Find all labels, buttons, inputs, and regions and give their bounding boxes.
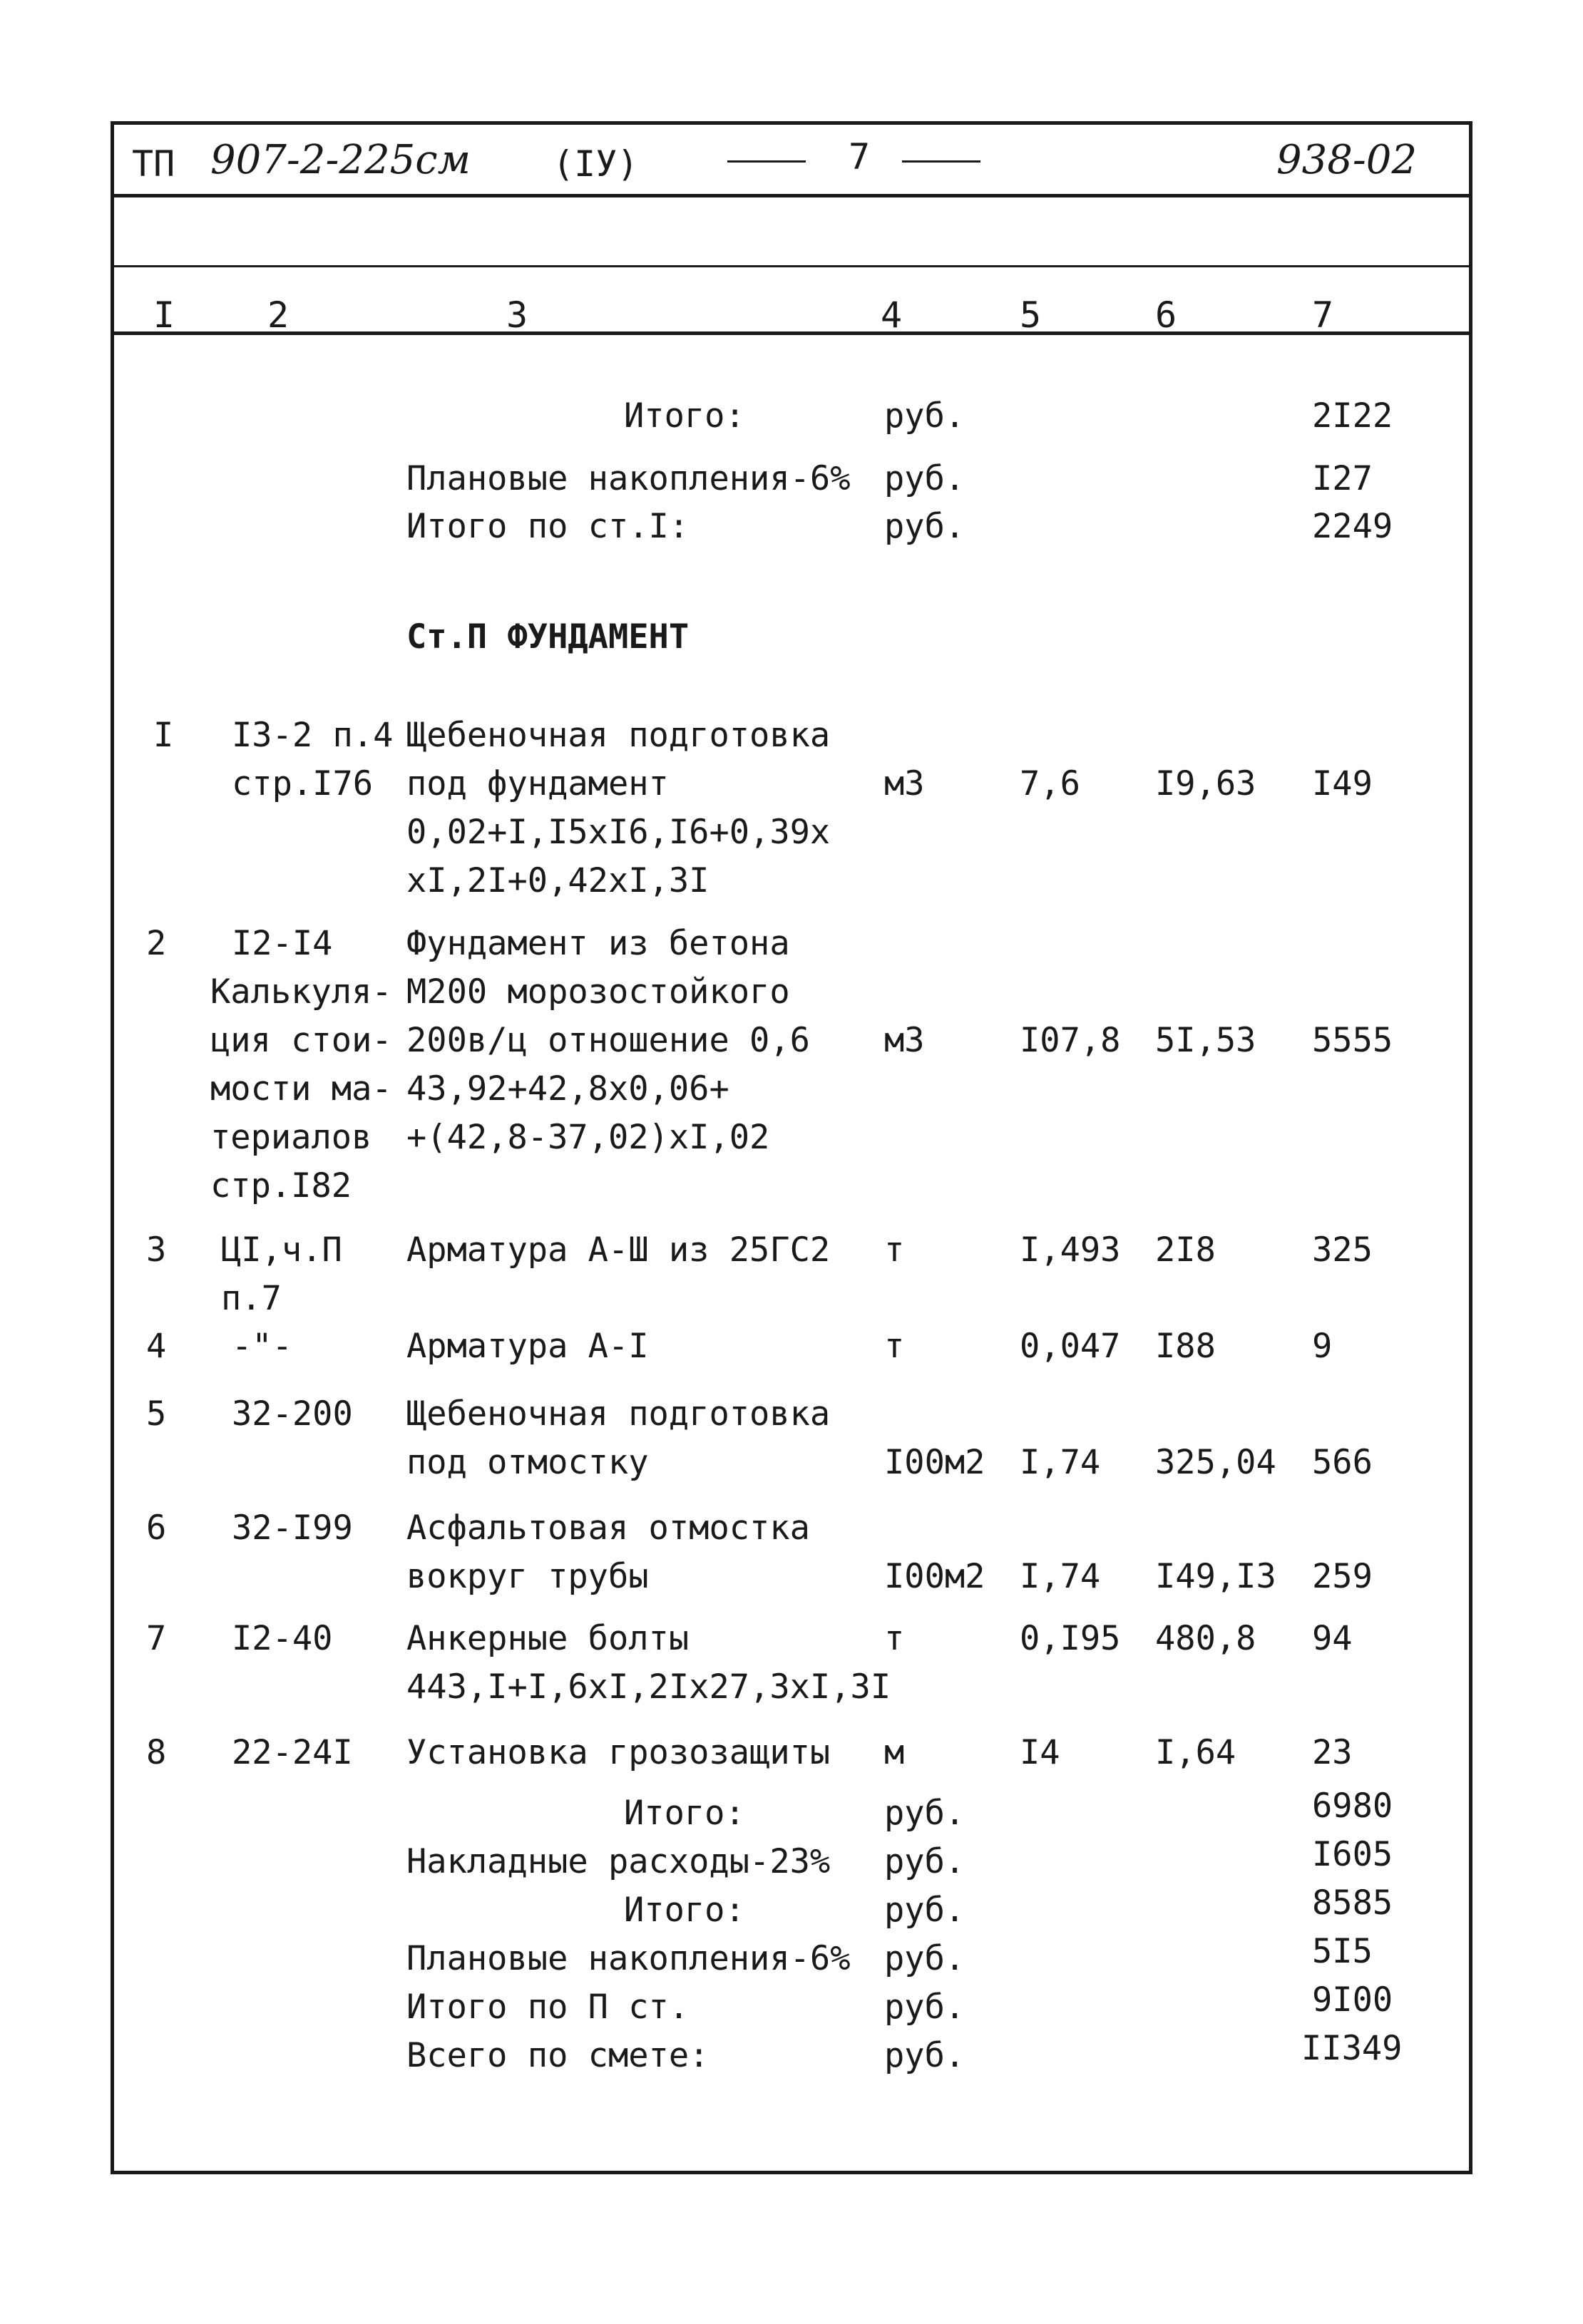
summary-total: I27 [1312, 459, 1373, 498]
summary-label: Итого по ст.I: [406, 507, 690, 546]
row-ref: 32-200 [232, 1394, 353, 1434]
row-unit: I00м2 [884, 1443, 985, 1482]
doc-id: 938-02 [1276, 137, 1418, 183]
row-price: 2I8 [1155, 1230, 1216, 1270]
section-title: Ст.П ФУНДАМЕНТ [406, 617, 690, 657]
row-ref: стр.I82 [210, 1166, 352, 1205]
row-ref: мости ма- [210, 1069, 392, 1109]
row-qty: I07,8 [1020, 1021, 1121, 1060]
summary-label: Всего по смете: [406, 2036, 709, 2075]
row-ref: териалов [210, 1118, 372, 1157]
summary-unit: руб. [884, 507, 965, 546]
row-unit: м3 [884, 764, 925, 803]
row-desc: Установка грозозащиты [406, 1733, 831, 1772]
row-ref: I3-2 п.4 [232, 716, 394, 755]
row-desc: под фундамент [406, 764, 669, 803]
row-number: 3 [146, 1230, 167, 1270]
col-num-6: 6 [1155, 294, 1177, 336]
row-desc: 200в/ц отношение 0,6 [406, 1021, 810, 1060]
row-price: I88 [1155, 1327, 1216, 1366]
row-desc: 443,I+I,6xI,2Ix27,3xI,3I [406, 1667, 891, 1707]
doc-volume: (IУ) [553, 143, 639, 185]
row-unit: м [884, 1733, 905, 1772]
summary-total: 5I5 [1312, 1932, 1373, 1971]
row-total: 5555 [1312, 1021, 1393, 1060]
row-unit: т [884, 1230, 905, 1270]
summary-label: Плановые накопления-6% [406, 1939, 851, 1978]
row-number: 5 [146, 1394, 167, 1434]
col-num-5: 5 [1020, 294, 1042, 336]
row-ref: -"- [232, 1327, 292, 1366]
row-price: I49,I3 [1155, 1557, 1276, 1596]
row-desc: Анкерные болты [406, 1619, 690, 1658]
row-number: 2 [146, 924, 167, 963]
col-num-2: 2 [267, 294, 290, 336]
summary-unit: руб. [884, 2036, 965, 2075]
row-desc: Арматура А-Ш из 25ГС2 [406, 1230, 831, 1270]
row-desc: +(42,8-37,02)xI,02 [406, 1118, 770, 1157]
col-num-4: 4 [881, 294, 903, 336]
summary-unit: руб. [884, 459, 965, 498]
row-ref: п.7 [221, 1279, 282, 1318]
row-total: I49 [1312, 764, 1373, 803]
doc-code: 907-2-225см [210, 137, 471, 183]
row-number: I [153, 716, 174, 755]
header-rule [111, 194, 1472, 197]
summary-total: 2249 [1312, 507, 1393, 546]
row-number: 8 [146, 1733, 167, 1772]
row-number: 4 [146, 1327, 167, 1366]
summary-total: 8585 [1312, 1883, 1393, 1923]
row-desc: вокруг трубы [406, 1557, 649, 1596]
row-total: 325 [1312, 1230, 1373, 1270]
row-total: 94 [1312, 1619, 1353, 1658]
summary-label: Накладные расходы-23% [406, 1842, 831, 1881]
summary-label: Итого: [624, 1891, 745, 1930]
row-unit: т [884, 1327, 905, 1366]
row-unit: I00м2 [884, 1557, 985, 1596]
row-desc: М200 морозостойкого [406, 972, 790, 1012]
row-ref: 22-24I [232, 1733, 353, 1772]
row-qty: I4 [1020, 1733, 1060, 1772]
summary-label: Итого: [624, 396, 745, 436]
summary-label: Итого: [624, 1794, 745, 1833]
summary-total: I605 [1312, 1835, 1393, 1874]
summary-total: II349 [1301, 2029, 1403, 2068]
row-ref: 32-I99 [232, 1508, 353, 1548]
summary-unit: руб. [884, 1988, 965, 2027]
row-price: I,64 [1155, 1733, 1236, 1772]
summary-label: Итого по П ст. [406, 1988, 690, 2027]
row-desc: Щебеночная подготовка [406, 1394, 831, 1434]
summary-total: 2I22 [1312, 396, 1393, 436]
row-unit: т [884, 1619, 905, 1658]
page-dash-left [727, 160, 806, 163]
row-desc: xI,2I+0,42xI,3I [406, 861, 709, 900]
row-ref: ЦI,ч.П [221, 1230, 342, 1270]
summary-unit: руб. [884, 1891, 965, 1930]
row-total: 566 [1312, 1443, 1373, 1482]
summary-total: 9I00 [1312, 1980, 1393, 2020]
row-price: I9,63 [1155, 764, 1256, 803]
doc-prefix: ТП [132, 143, 175, 185]
row-desc: Асфальтовая отмостка [406, 1508, 810, 1548]
row-ref: стр.I76 [232, 764, 374, 803]
row-ref: ция стои- [210, 1021, 392, 1060]
row-qty: 0,I95 [1020, 1619, 1121, 1658]
row-price: 325,04 [1155, 1443, 1276, 1482]
col-num-1: I [153, 294, 175, 336]
column-header-rule [111, 331, 1472, 335]
row-qty: 7,6 [1020, 764, 1080, 803]
blank-band-rule [111, 265, 1472, 267]
summary-label: Плановые накопления-6% [406, 459, 851, 498]
row-price: 5I,53 [1155, 1021, 1256, 1060]
row-number: 7 [146, 1619, 167, 1658]
row-desc: Арматура А-I [406, 1327, 649, 1366]
row-desc: под отмостку [406, 1443, 649, 1482]
row-desc: 0,02+I,I5xI6,I6+0,39x [406, 813, 831, 852]
row-price: 480,8 [1155, 1619, 1256, 1658]
page-number: 7 [849, 136, 871, 178]
summary-unit: руб. [884, 1794, 965, 1833]
row-qty: 0,047 [1020, 1327, 1121, 1366]
row-total: 9 [1312, 1327, 1333, 1366]
row-total: 23 [1312, 1733, 1353, 1772]
row-number: 6 [146, 1508, 167, 1548]
summary-unit: руб. [884, 1939, 965, 1978]
row-qty: I,74 [1020, 1443, 1101, 1482]
summary-total: 6980 [1312, 1786, 1393, 1826]
col-num-7: 7 [1312, 294, 1334, 336]
row-unit: м3 [884, 1021, 925, 1060]
row-qty: I,493 [1020, 1230, 1121, 1270]
row-desc: 43,92+42,8x0,06+ [406, 1069, 729, 1109]
page-dash-right [902, 160, 980, 163]
row-desc: Щебеночная подготовка [406, 716, 831, 755]
row-desc: Фундамент из бетона [406, 924, 790, 963]
row-ref: I2-I4 [232, 924, 333, 963]
row-qty: I,74 [1020, 1557, 1101, 1596]
row-total: 259 [1312, 1557, 1373, 1596]
summary-unit: руб. [884, 1842, 965, 1881]
row-ref: I2-40 [232, 1619, 333, 1658]
row-ref: Калькуля- [210, 972, 392, 1012]
col-num-3: 3 [506, 294, 528, 336]
summary-unit: руб. [884, 396, 965, 436]
